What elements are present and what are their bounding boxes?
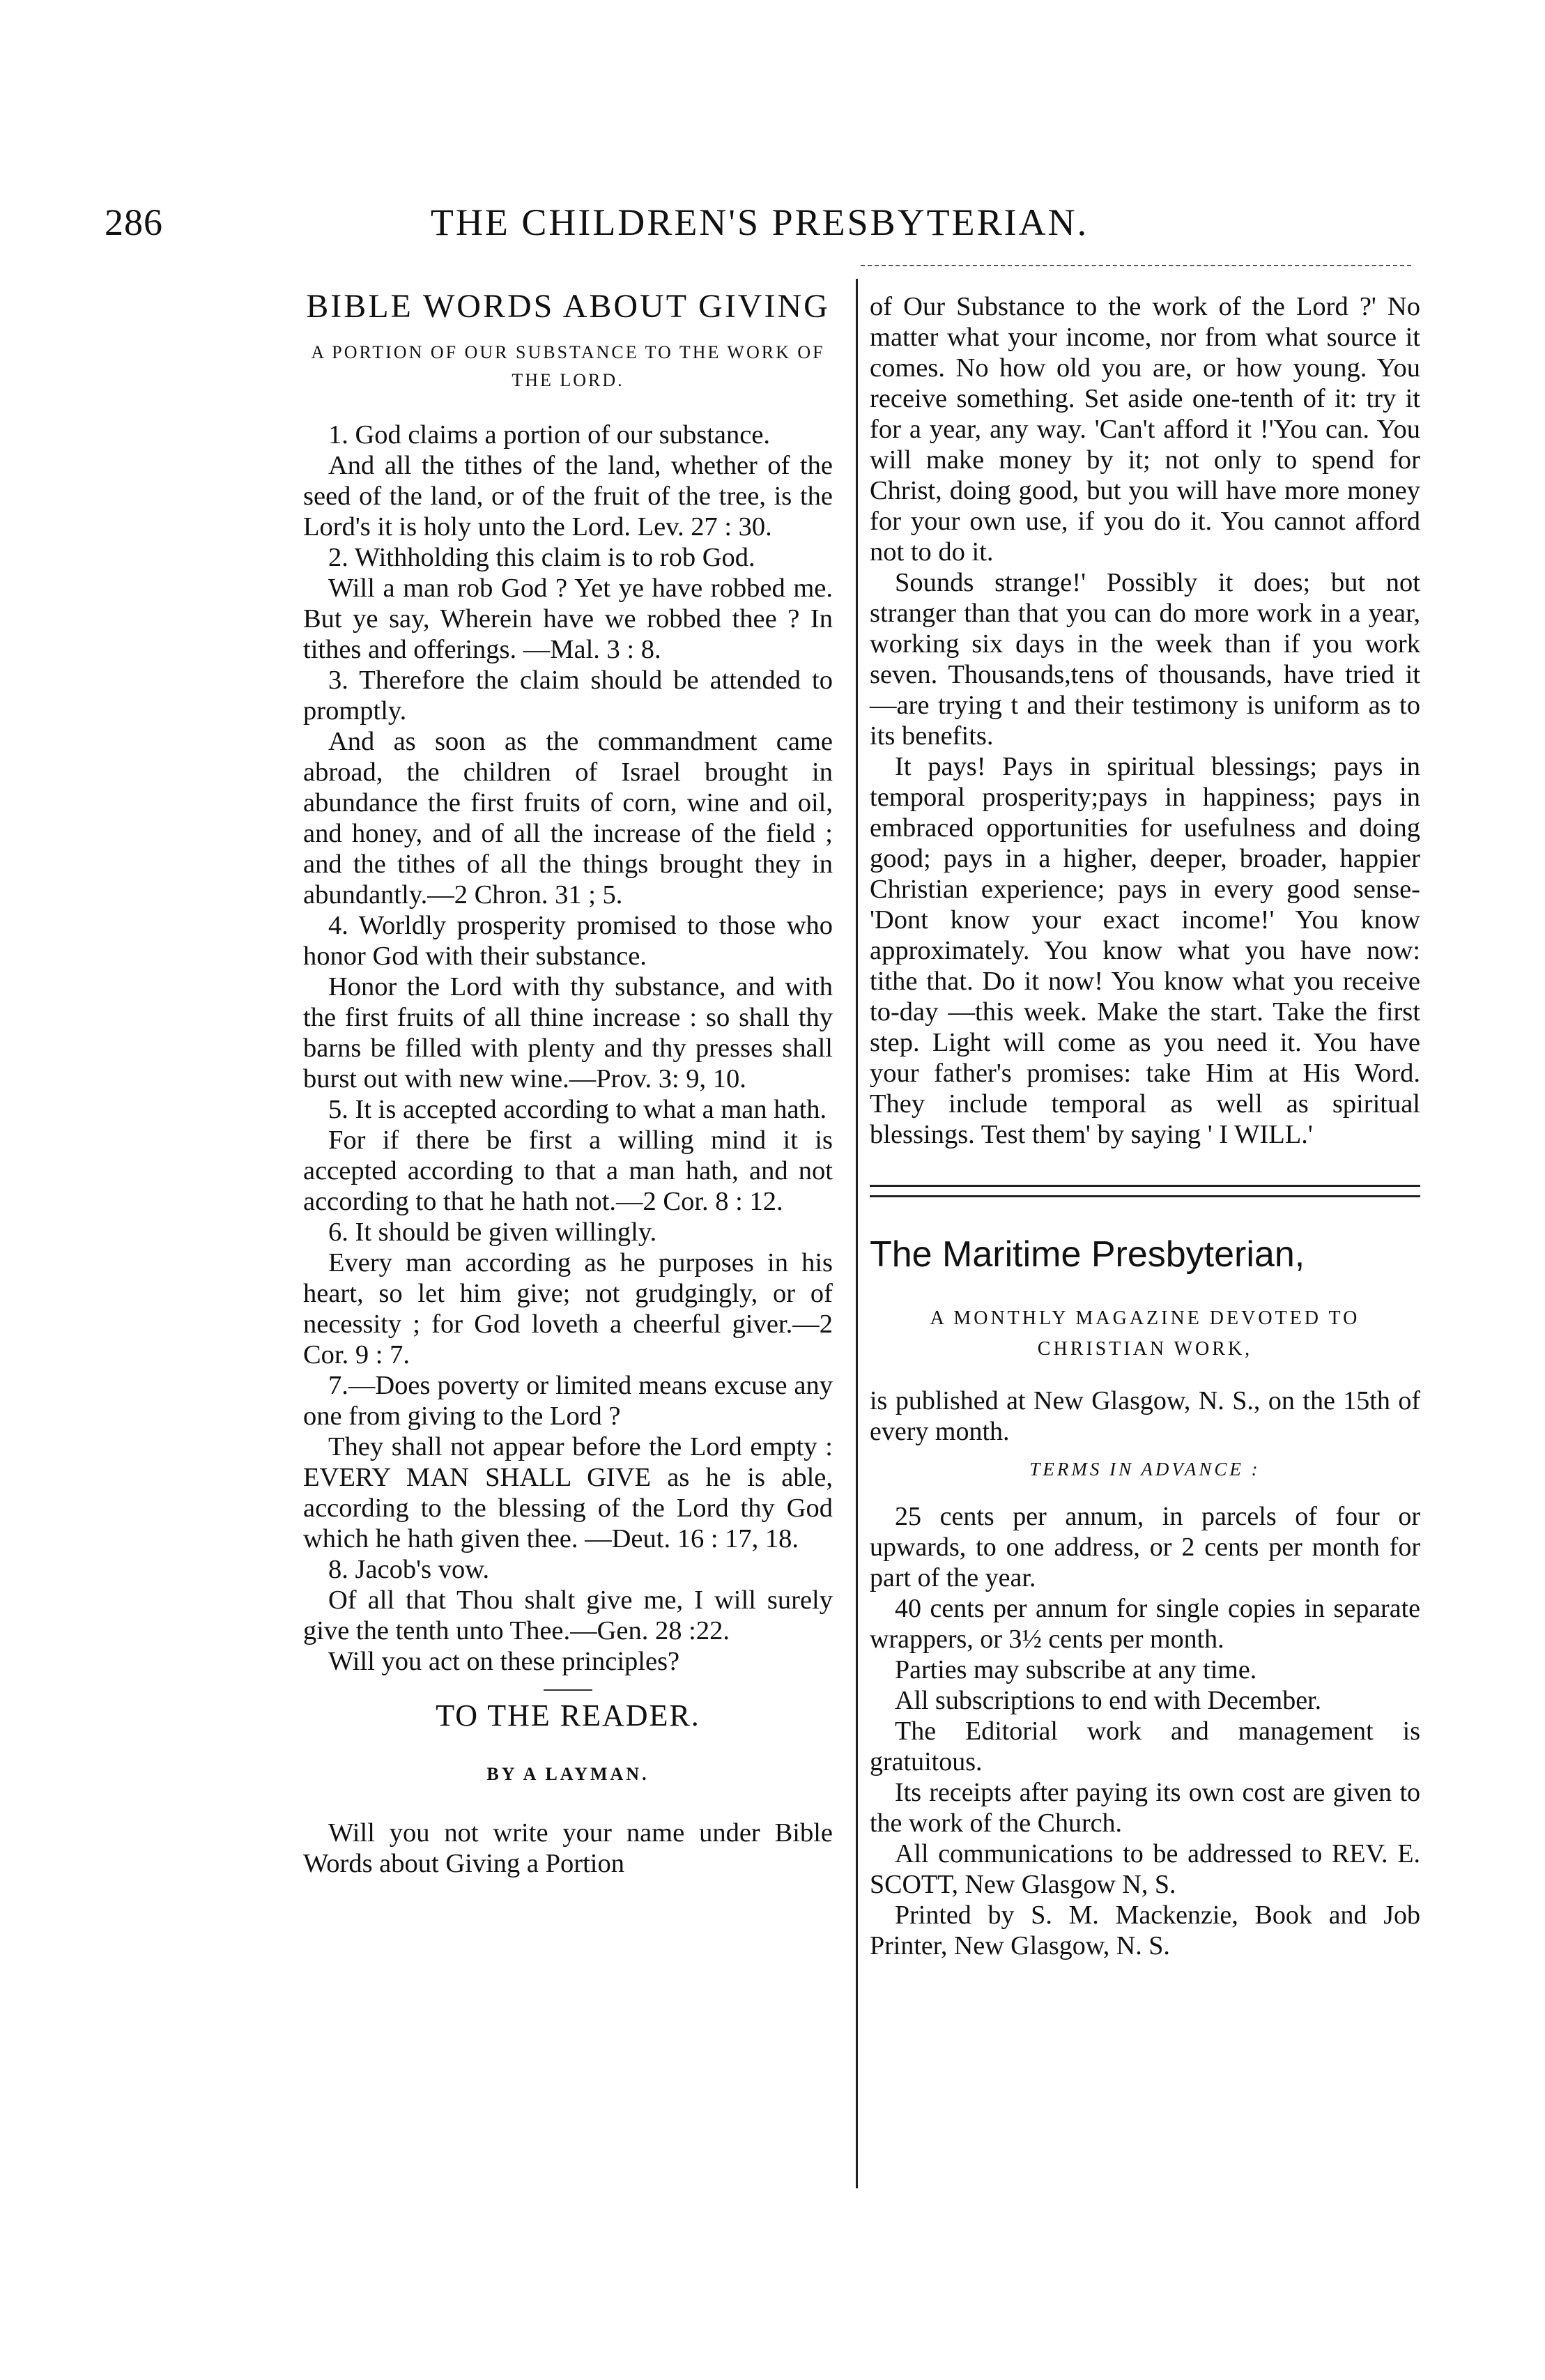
point-8: 8. Jacob's vow. <box>328 1555 490 1584</box>
receipts-info: Its receipts after paying its own cost are given to the work of the Church. <box>870 1778 1420 1838</box>
reader-continuation-3: It pays! Pays in spiritual blessings; pays in temporal prosperity;pays in happiness; pays in embraced opportunities for usefulness and doing good; pays in a higher, deeper, broader, happier Christian experience; pays in every good sense- 'Dont know your exact income!' You know approximately. You know what you have now: tithe that. Do it now! You know what you receive to-day —this week. Make the start. Take the first step. Light will come as you need it. You have your father's promises: take Him at His Word. They include temporal as well as spiritual blessings. Test them' by saying ' I WILL.' <box>870 752 1420 1149</box>
point-7: 7.—Does poverty or limited means excuse any one from giving to the Lord ? <box>303 1371 833 1431</box>
point-3: 3. Therefore the claim should be attended to promptly. <box>303 666 833 725</box>
page-header <box>105 201 1415 249</box>
printer-info: Printed by S. M. Mackenzie, Book and Job Printer, New Glasgow, N. S. <box>870 1901 1420 1960</box>
verse-2: Will a man rob God ? Yet ye have robbed me. But ye say, Wherein have we robbed thee ? In tithes and offerings. —Mal. 3 : 8. <box>303 574 833 664</box>
magazine-subtitle: A MONTHLY MAGAZINE DEVOTED TO CHRISTIAN WORK, <box>930 1307 1360 1360</box>
verse-8: Of all that Thou shalt give me, I will surely give the tenth unto Thee.—Gen. 28 :22. <box>303 1586 833 1645</box>
running-head: THE CHILDREN'S PRESBYTERIAN. <box>430 201 1089 243</box>
price-single: 40 cents per annum for single copies in separate wrappers, or 3½ cents per month. <box>870 1594 1420 1654</box>
byline: BY A LAYMAN. <box>486 1764 649 1784</box>
publication-info: is published at New Glasgow, N. S., on the 15th of every month. <box>870 1386 1420 1446</box>
point-6: 6. It should be given willingly. <box>328 1218 657 1247</box>
subscription-end: All subscriptions to end with December. <box>895 1686 1322 1715</box>
reader-continuation-1: of Our Substance to the work of the Lord ?' No matter what your income, nor from what source it comes. No how old you are, or how young. You receive something. Set aside one-tenth of it: try it for a year, any way. 'Can't afford it !'You can. You will make money by it; not only to spend for Christ, doing good, but you will have more money for your own use, if you do it. You cannot afford not to do it. <box>870 292 1420 567</box>
double-rule <box>870 1185 1420 1197</box>
reader-paragraph: Will you not write your name under Bible Words about Giving a Portion <box>303 1818 833 1878</box>
reader-continuation-2: Sounds strange!' Possibly it does; but not stranger than that you can do more work in a year, working six days in the week than if you work seven. Thousands,tens of thousands, have tried it—are trying t and their testimony is uniform as to its benefits. <box>870 568 1420 751</box>
left-column <box>303 288 833 1879</box>
article-subtitle: A PORTION OF OUR SUBSTANCE TO THE WORK OF THE LORD. <box>311 342 825 390</box>
point-4: 4. Worldly prosperity promised to those who honor God with their substance. <box>303 911 833 971</box>
verse-7: They shall not appear before the Lord empty : EVERY MAN SHALL GIVE as he is able, according to the blessing of the Lord thy God which he hath given thee. —Deut. 16 : 17, 18. <box>303 1432 833 1553</box>
section-rule <box>544 1689 592 1691</box>
point-2: 2. Withholding this claim is to rob God. <box>328 543 755 572</box>
header-rule <box>861 265 1411 266</box>
column-divider <box>856 279 858 2188</box>
verse-5: For if there be first a willing mind it is accepted according to that a man hath, and not according to that he hath not.—2 Cor. 8 : 12. <box>303 1126 833 1216</box>
verse-1: And all the tithes of the land, whether of the seed of the land, or of the fruit of the tree, is the Lord's it is holy unto the Lord. Lev. 27 : 30. <box>303 451 833 542</box>
point-1: 1. God claims a portion of our substance. <box>328 420 771 450</box>
page-number: 286 <box>105 201 163 243</box>
verse-6: Every man according as he purposes in his heart, so let him give; not grudgingly, or of necessity ; for God loveth a cheerful giver.—2 Cor. 9 : 7. <box>303 1248 833 1369</box>
verse-3: And as soon as the commandment came abroad, the children of Israel brought in abundance the first fruits of corn, wine and oil, and honey, and of all the increase of the field ; and the tithes of all the things brought they in abundantly.—2 Chron. 31 ; 5. <box>303 727 833 909</box>
subscribe-info: Parties may subscribe at any time. <box>895 1655 1257 1684</box>
communications-info: All communications to be addressed to REV. E. SCOTT, New Glasgow N, S. <box>870 1839 1420 1899</box>
terms-heading: TERMS IN ADVANCE : <box>1029 1459 1261 1480</box>
point-5: 5. It is accepted according to what a man hath. <box>328 1095 827 1124</box>
verse-4: Honor the Lord with thy substance, and with the first fruits of all thine increase : so shall thy barns be filled with plenty and thy presses shall burst out with new wine.—Prov. 3: 9, 10. <box>303 972 833 1093</box>
right-column <box>870 291 1420 1961</box>
reader-title: TO THE READER. <box>436 1698 700 1733</box>
article-title: BIBLE WORDS ABOUT GIVING <box>306 288 830 325</box>
price-parcels: 25 cents per annum, in parcels of four or upwards, to one address, or 2 cents per month for part of the year. <box>870 1502 1420 1592</box>
closing-question: Will you act on these principles? <box>328 1647 680 1676</box>
editorial-info: The Editorial work and management is gratuitous. <box>870 1717 1420 1776</box>
magazine-title: The Maritime Presbyterian, <box>870 1234 1305 1275</box>
